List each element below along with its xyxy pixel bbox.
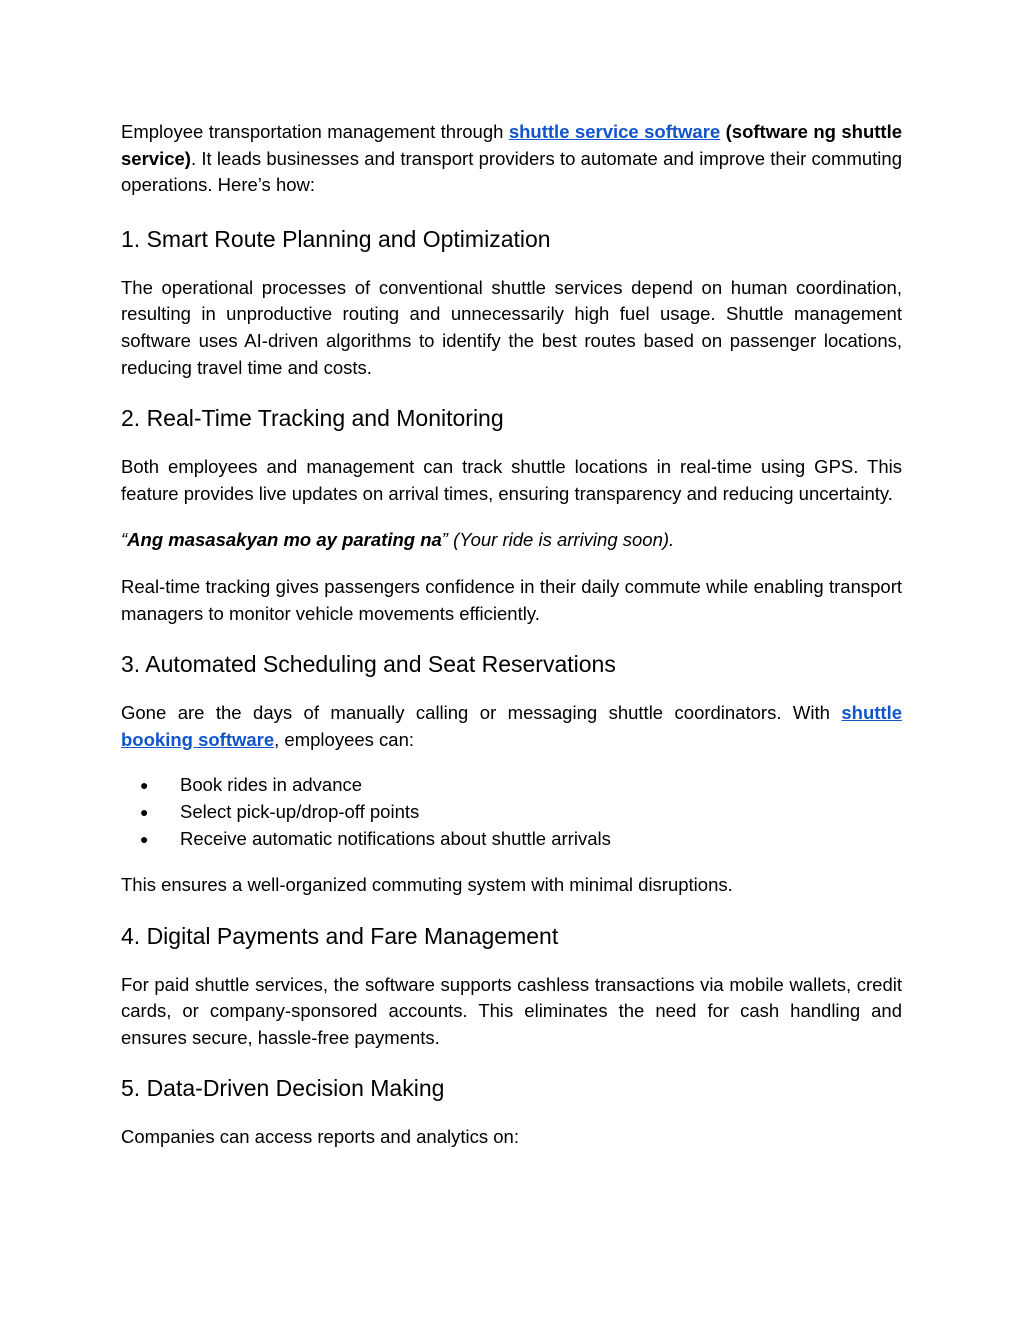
quote-filipino-text: Ang masasakyan mo ay parating na xyxy=(127,529,442,551)
section-2-quote xyxy=(121,527,902,554)
section-5-heading: 5. Data-Driven Decision Making xyxy=(121,1075,445,1102)
document-page xyxy=(121,119,902,1151)
section-3-body-2: This ensures a well-organized commuting system with minimal disruptions. xyxy=(121,874,733,896)
intro-bold-note: (software ng shuttle service) xyxy=(121,121,902,169)
bullet-icon: ● xyxy=(140,777,149,794)
intro-paragraph xyxy=(121,119,902,199)
list-item-text: Book rides in advance xyxy=(180,774,363,796)
section-2-body-2: Real-time tracking gives passengers confidence in their daily commute while enabling transport managers to monitor vehicle movements efficiently. xyxy=(121,575,902,624)
quote-open-mark: “ xyxy=(121,529,128,551)
list-item xyxy=(121,826,902,853)
shuttle-service-software-link[interactable]: shuttle service software xyxy=(508,121,721,142)
section-1-body: The operational processes of conventional shuttle services depend on human coordination, resulting in unproductive routing and unnecessarily high fuel usage. Shuttle management software uses AI-driven algorithms to identify the best routes based on passenger locations, reducing travel time and costs. xyxy=(121,276,902,378)
section-3-lead: Gone are the days of manually calling or messaging shuttle coordinators. With xyxy=(121,702,842,724)
section-2-body: Both employees and management can track shuttle locations in real-time using GPS. This feature provides live updates on arrival times, ensuring transparency and reducing uncertainty. xyxy=(121,456,902,504)
list-item-text: Receive automatic notifications about shuttle arrivals xyxy=(180,827,611,849)
bullet-icon: ● xyxy=(140,803,149,820)
intro-lead: Employee transportation management through xyxy=(121,121,509,142)
quote-translation: (Your ride is arriving soon). xyxy=(447,529,675,551)
section-4-heading: 4. Digital Payments and Fare Management xyxy=(121,922,559,949)
section-2-heading: 2. Real-Time Tracking and Monitoring xyxy=(121,405,504,432)
quote-close-mark: ” xyxy=(441,529,448,551)
section-1-heading: 1. Smart Route Planning and Optimization xyxy=(121,225,551,252)
section-3-lead-paragraph xyxy=(121,700,902,753)
feature-bullet-list xyxy=(121,772,902,852)
section-3-heading: 3. Automated Scheduling and Seat Reservations xyxy=(121,651,616,678)
section-4-body: For paid shuttle services, the software supports cashless transactions via mobile wallets, credit cards, or company-sponsored accounts. This eliminates the need for cash handling and ensures secure, hassle-free payments. xyxy=(121,973,902,1048)
bullet-icon: ● xyxy=(140,830,149,847)
shuttle-booking-software-link[interactable]: shuttle booking software xyxy=(121,702,902,750)
intro-rest: . It leads businesses and transport providers to automate and improve their commuting operations. Here’s how: xyxy=(121,147,902,196)
list-item-text: Select pick-up/drop-off points xyxy=(180,800,420,822)
list-item xyxy=(121,799,902,826)
section-3-tail: , employees can: xyxy=(274,728,415,750)
section-5-body: Companies can access reports and analytics on: xyxy=(121,1126,519,1148)
list-item xyxy=(121,772,902,799)
